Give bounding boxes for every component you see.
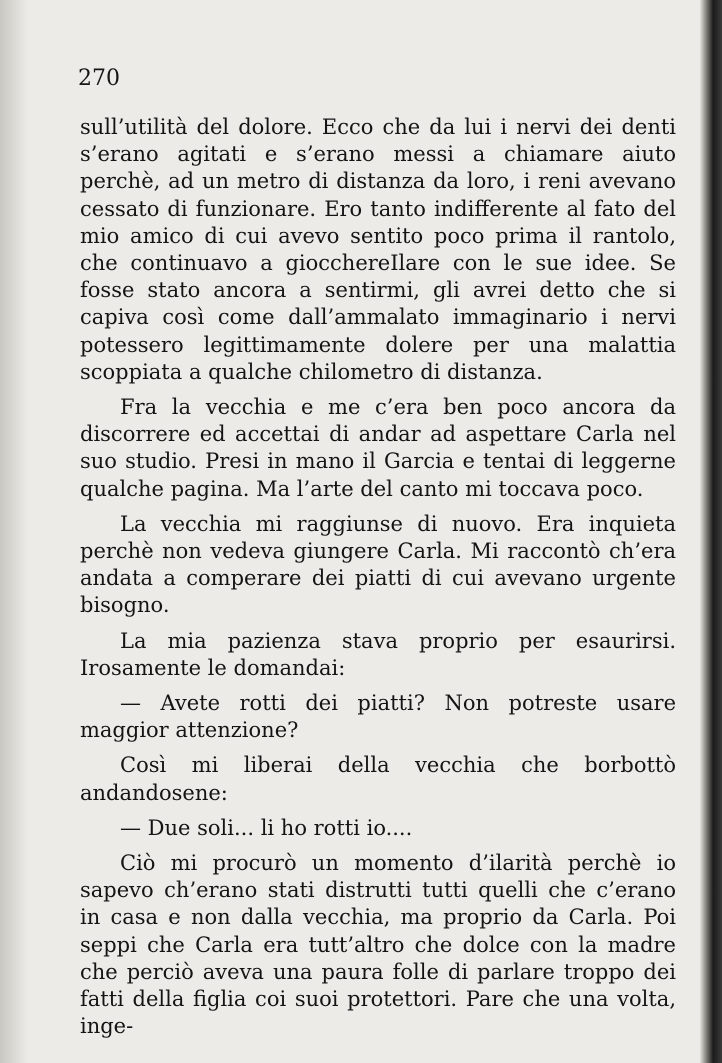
book-spine-edge bbox=[700, 0, 722, 1063]
paragraph: La mia pazienza stava proprio per esaurirsi. Irosamente le domandai: bbox=[80, 628, 676, 680]
paragraph: Fra la vecchia e me c’era ben poco ancora da discorrere ed accettai di andar ad aspettare Carla nel suo studio. Presi in mano il Garcia e tentai di leggerne qualche pagina. Ma l’arte del canto mi toccava poco. bbox=[80, 395, 676, 501]
dialogue-line: — Avete rotti dei piatti? Non potreste usare maggior attenzione? bbox=[80, 691, 676, 743]
dialogue-line: — Due soli... li ho rotti io.... bbox=[120, 815, 413, 840]
paragraph: sull’utilità del dolore. Ecco che da lui i nervi dei denti s’erano agitati e s’erano messi a chiamare aiuto perchè, ad un metro di distanza da loro, i reni avevano cessato di funzionare. Ero tanto indifferente al fato del mio amico di cui avevo sentito poco prima il rantolo, che continuavo a giocchereIlare con le sue idee. Se fosse stato ancora a sentirmi, gli avrei detto che si capiva così come dall’ammalato immaginario i nervi potessero legittimamente dolere per una malattia scoppiata a qualche chilometro di distanza. bbox=[80, 115, 676, 384]
paragraph: Ciò mi procurò un momento d’ilarità perchè io sapevo ch’erano stati distrutti tutti quelli che c’erano in casa e non dalla vecchia, ma proprio da Carla. Poi seppi che Carla era tutt’altro che dolce con la madre che perciò aveva una paura folle di parlare troppo dei fatti della figlia coi suoi protettori. Pare che una volta, inge- bbox=[80, 851, 676, 1039]
body-text bbox=[80, 114, 676, 1041]
paragraph: La vecchia mi raggiunse di nuovo. Era inquieta perchè non vedeva giungere Carla. Mi raccontò ch’era andata a comperare dei piatti di cui avevano urgente bisogno. bbox=[80, 511, 676, 618]
paragraph: Così mi liberai della vecchia che borbottò andandosene: bbox=[80, 753, 676, 805]
page-number: 270 bbox=[78, 66, 120, 91]
